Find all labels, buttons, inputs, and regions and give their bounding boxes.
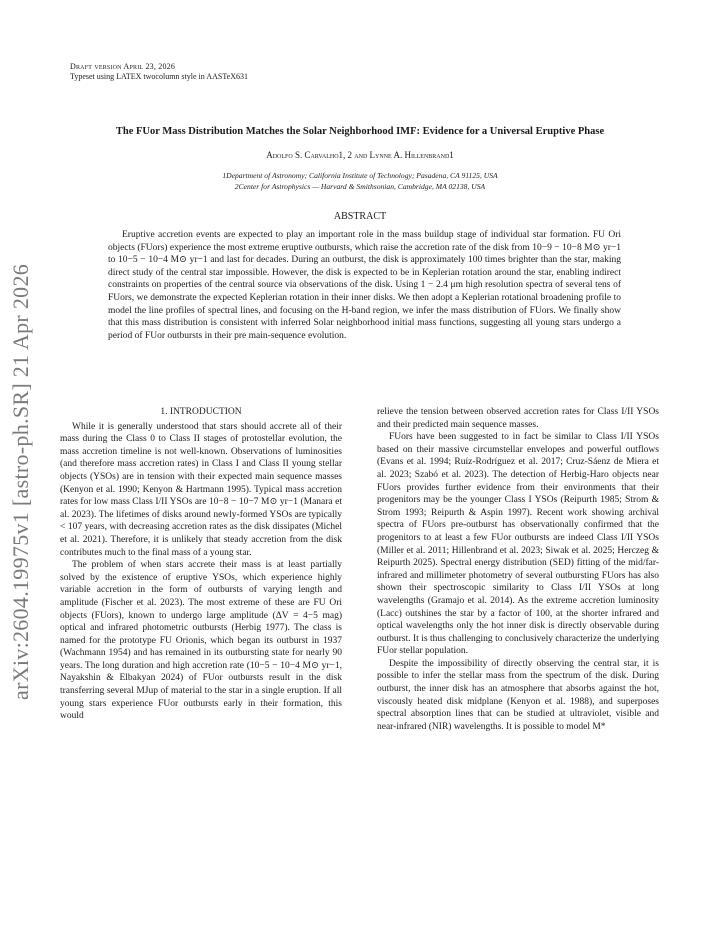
draft-version: Draft version April 23, 2026	[70, 62, 176, 71]
right-column	[377, 406, 659, 733]
paragraph: While it is generally understood that stars should accrete all of their mass during the Class 0 to Class II stages of protostellar evolution, the mass accretion timeline is not well-known. Observations of luminosities (and therefore mass accretion rates) in Class I and Class II young stellar objects (YSOs) are in tension with their expected main sequence masses (Kenyon et al. 1990; Kenyon & Hartmann 1995). Typical mass accretion rates for low mass Class I/II YSOs are 10−8 − 10−7 M⊙ yr−1 (Manara et al. 2023). The lifetimes of disks around newly-formed YSOs are typically < 107 years, with decreasing accretion rates as the disk dissipates (Michel et al. 2021). Therefore, it is unlikely that steady accretion from the disk contributes much to the final mass of a young star.	[60, 421, 342, 558]
page-header	[70, 62, 248, 82]
abstract-heading: ABSTRACT	[333, 211, 387, 222]
paragraph: FUors have been suggested to in fact be similar to Class I/II YSOs based on their massive circumstellar envelopes and powerful outflows (Evans et al. 1994; Ruíz-Rodríguez et al. 2017; Cruz-Sáenz de Miera et al. 2023; Szabó et al. 2023). The detection of Herbig-Haro objects near FUors provides further evidence from their environments that their progenitors may be the younger Class I YSOs (Reipurth 1985; Strom & Strom 1993; Reipurth & Aspin 1997). Recent work showing archival spectra of FUors pre-outburst has observationally confirmed that the progenitors to at least a few FUor outbursts are indeed Class I/II YSOs (Miller et al. 2011; Hillenbrand et al. 2023; Siwak et al. 2025; Herczeg & Reipurth 2025). Spectral energy distribution (SED) fitting of the mid/far-infrared and millimeter photometry of several outbursting FUors has also shown their spectroscopic similarity to Class I/II YSOs at long wavelengths (Gramajo et al. 2014). As the extreme accretion luminosity (Lacc) outshines the star by a factor of 100, at the shorter infrared and optical wavelengths only the hot inner disk is directly observable during outburst. It is thus challenging to conclusively characterize the underlying FUor stellar population.	[377, 432, 659, 657]
affiliation-1: 1Department of Astronomy; California Institute of Technology; Pasadena, CA 91125, USA	[222, 171, 498, 180]
paragraph: Despite the impossibility of directly observing the central star, it is possible to infer the stellar mass from the spectrum of the disk. During outburst, the inner disk has an atmosphere that absorbs against the hot, viscously heated disk midplane (Kenyon et al. 1988), and superposes spectral absorption lines that can be studied at ultraviolet, visible and near-infrared (NIR) wavelengths. It is possible to model M*	[377, 658, 659, 732]
paragraph: relieve the tension between observed accretion rates for Class I/II YSOs and their predicted main sequence masses.	[377, 407, 659, 430]
paragraph: The problem of when stars accrete their mass is at least partially solved by the existence of eruptive YSOs, which experience highly variable accretion in the form of outbursts of varying length and amplitude (Fischer et al. 2023). The most extreme of these are FU Ori objects (FUors), known to undergo large amplitude (ΔV = 4−5 mag) optical and infrared photometric outbursts (Herbig 1977). The class is named for the prototype FU Orionis, which began its outburst in 1937 (Wachmann 1954) and has remained in its outbursting state for nearly 90 years. The long duration and high accretion rate (10−5 − 10−4 M⊙ yr−1, Nayakshin & Elbakyan 2024) of FUor outbursts result in the disk transferring several MJup of material to the star in a single eruption. If all young stars experience FUor outbursts early in their formation, this would	[60, 560, 342, 722]
abstract-text: Eruptive accretion events are expected to play an important role in the mass buildup stage of individual star formation. FU Ori objects (FUors) experience the most extreme eruptive outbursts, which raise the accretion rate of the disk from 10−9 − 10−8 M⊙ yr−1 to 10−5 − 10−4 M⊙ yr−1 and last for decades. During an outburst, the disk is approximately 100 times brighter than the star, making direct study of the central star impossible. However, the disk is expected to be in Keplerian rotation around the star, enabling indirect constraints on properties of the central source via observations of the disk. Using 1 − 2.4 μm high resolution spectra of several tens of FUors, we demonstrate the expected Keplerian rotation in their inner disks. We then adopt a Keplerian rotational broadening profile to model the line profiles of spectral lines, and focusing on the H-band region, we infer the mass distribution of FUors. We finally show that this mass distribution is consistent with inferred Solar neighborhood initial mass functions, suggesting all young stars undergo a period of FUor outbursts in their pre main-sequence evolution.	[108, 230, 621, 341]
typeset-note: Typeset using LATEX twocolumn style in AASTeX631	[70, 72, 248, 81]
left-column	[60, 406, 342, 723]
paper-title: The FUor Mass Distribution Matches the Solar Neighborhood IMF: Evidence for a Universal Eruptive Phase	[115, 126, 605, 137]
author-list: Adolfo S. Carvalho1, 2 and Lynne A. Hillenbrand1	[266, 150, 454, 160]
section-heading-introduction: 1. INTRODUCTION	[160, 407, 242, 417]
affiliation-2: 2Center for Astrophysics — Harvard & Smithsonian, Cambridge, MA 02138, USA	[234, 182, 486, 191]
affiliations	[60, 170, 660, 192]
arxiv-identifier-stamp[interactable]: arXiv:2604.19975v1 [astro-ph.SR] 21 Apr 2026	[8, 263, 33, 700]
